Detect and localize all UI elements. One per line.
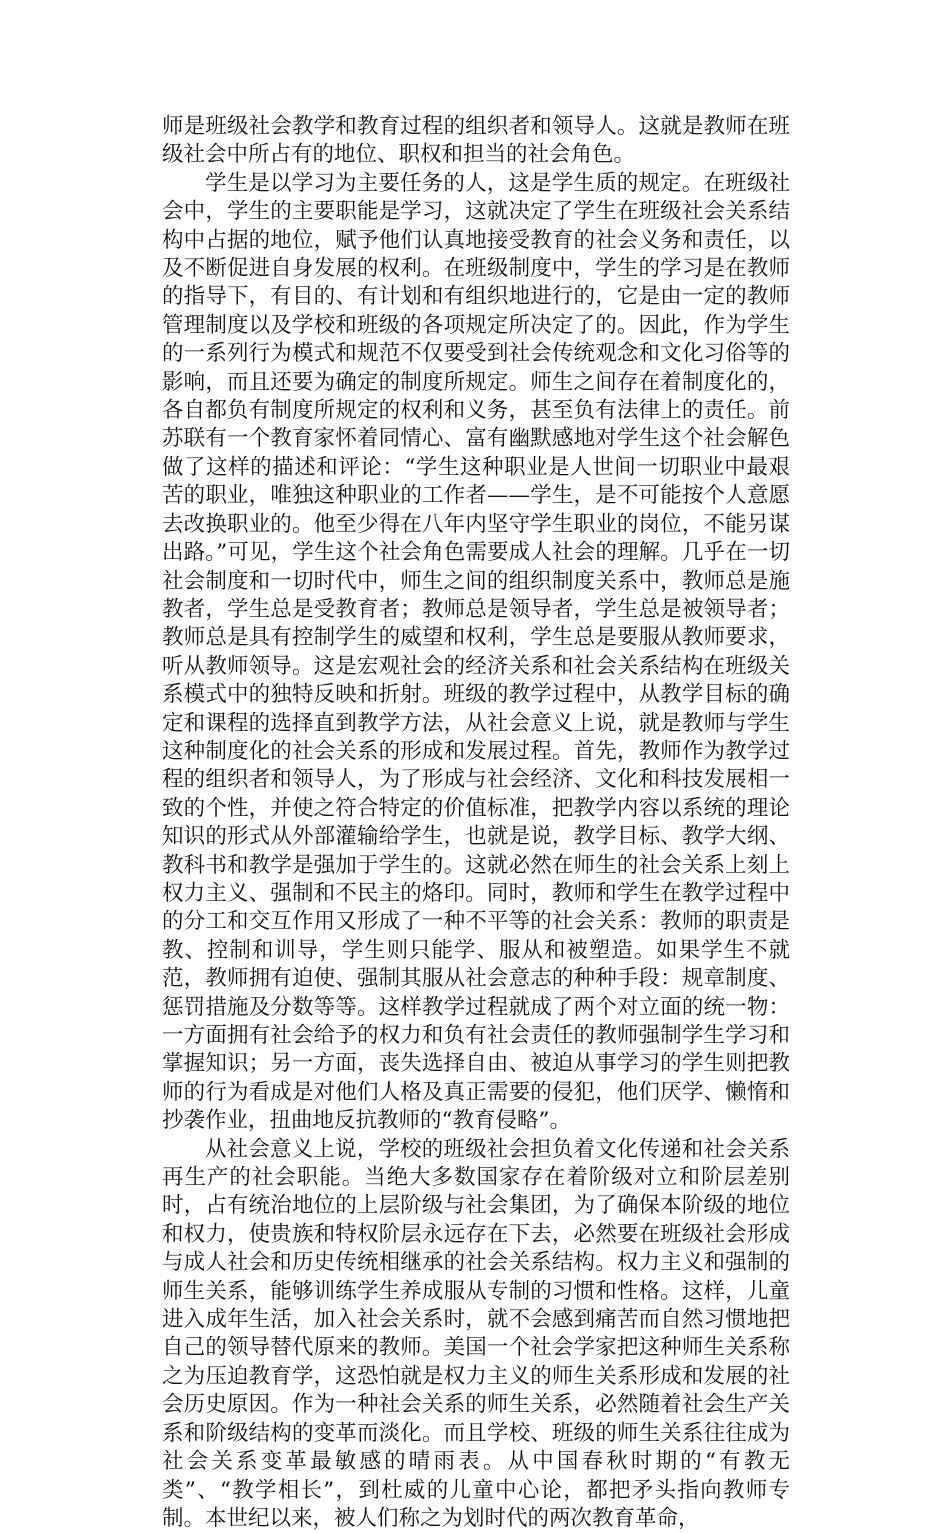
paragraph-social-function: 从社会意义上说，学校的班级社会担负着文化传递和社会关系再生产的社会职能。当绝大多数国家存在着阶级对立和阶层差别时，占有统治地位的上层阶级与社会集团，为了确保本阶级的地位和权力，使贵族和特权阶层永远存在下去，必然要在班级社会形成与成人社会和历史传统相继承的社会关系结构。权力主义和强制的师生关系，能够训练学生养成服从专制的习惯和性格。这样，儿童进入成年生活，加入社会关系时，就不会感到痛苦而自然习惯地把自己的领导替代原来的教师。美国一个社会学家把这种师生关系称之为压迫教育学，这恐怕就是权力主义的师生关系形成和发展的社会历史原因。作为一种社会关系的师生关系，必然随着社会生产关系和阶级结构的变革而淡化。而且学校、班级的师生关系往往成为社会关系变革最敏感的晴雨表。从中国春秋时期的“有教无类”、“教学相长”，到杜威的儿童中心论，都把矛头指向教师专制。本世纪以来，被人们称之为划时代的两次教育革命，	[162, 1136, 790, 1531]
paragraph-teacher-role-end: 师是班级社会教学和教育过程的组织者和领导人。这就是教师在班级社会中所占有的地位、职权和担当的社会角色。	[162, 114, 790, 168]
document-page	[162, 113, 790, 1533]
paragraph-student-role: 学生是以学习为主要任务的人，这是学生质的规定。在班级社会中，学生的主要职能是学习，这就决定了学生在班级社会关系结构中占据的地位，赋予他们认真地接受教育的社会义务和责任，以及不断促进自身发展的权利。在班级制度中，学生的学习是在教师的指导下，有目的、有计划和有组织地进行的，它是由一定的教师管理制度以及学校和班级的各项规定所决定了的。因此，作为学生的一系列行为模式和规范不仅要受到社会传统观念和文化习俗等的影响，而且还要为确定的制度所规定。师生之间存在着制度化的，各自都负有制度所规定的权利和义务，甚至负有法律上的责任。前苏联有一个教育家怀着同情心、富有幽默感地对学生这个社会解色做了这样的描述和评论：“学生这种职业是人世间一切职业中最艰苦的职业，唯独这种职业的工作者——学生，是不可能按个人意愿去改换职业的。他至少得在八年内坚守学生职业的岗位，不能另谋出路。”可见，学生这个社会角色需要成人社会的理解。几乎在一切社会制度和一切时代中，师生之间的组织制度关系中，教师总是施教者，学生总是受教育者；教师总是领导者，学生总是被领导者；教师总是具有控制学生的威望和权利，学生总是要服从教师要求，听从教师领导。这是宏观社会的经济关系和社会关系结构在班级关系模式中的独特反映和折射。班级的教学过程中，从教学目标的确定和课程的选择直到教学方法，从社会意义上说，就是教师与学生这种制度化的社会关系的形成和发展过程。首先，教师作为教学过程的组织者和领导人，为了形成与社会经济、文化和科技发展相一致的个性，并使之符合特定的价值标准，把教学内容以系统的理论知识的形式从外部灌输给学生，也就是说，教学目标、教学大纲、教科书和教学是强加于学生的。这就必然在师生的社会关系上刻上权力主义、强制和不民主的烙印。同时，教师和学生在教学过程中的分工和交互作用又形成了一种不平等的社会关系：教师的职责是教、控制和训导，学生则只能学、服从和被塑造。如果学生不就范，教师拥有迫使、强制其服从社会意志的种种手段：规章制度、惩罚措施及分数等等。这样教学过程就成了两个对立面的统一物：一方面拥有社会给予的权力和负有社会责任的教师强制学生学习和掌握知识；另一方面，丧失选择自由、被迫从事学习的学生则把教师的行为看成是对他们人格及真正需要的侵犯，他们厌学、懒惰和抄袭作业，扭曲地反抗教师的“教育侵略”。	[162, 170, 790, 1134]
